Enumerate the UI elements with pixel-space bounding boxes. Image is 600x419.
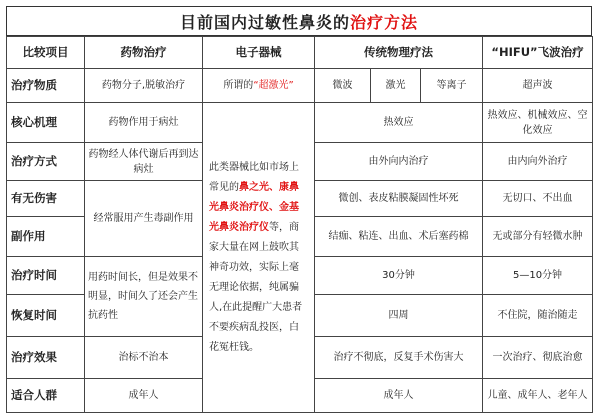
cell: 热效应、机械效应、空化效应 <box>483 103 593 143</box>
cell: 结痂、粘连、出血、术后塞药棉 <box>315 217 483 257</box>
device-text-highlight: 鼻之光、康鼻光鼻炎治疗仪、金基光鼻炎治疗仪 <box>209 181 299 233</box>
cell: 无或部分有轻微水肿 <box>483 217 593 257</box>
cell: 治标不治本 <box>85 337 203 379</box>
row-label: 核心机理 <box>7 103 85 143</box>
device-description <box>203 103 315 413</box>
device-text-1: 此类器械比如市场上常见的 <box>209 161 299 193</box>
cell: 无切口、不出血 <box>483 181 593 217</box>
cell: 成年人 <box>315 379 483 413</box>
cell: 不住院，随治随走 <box>483 294 593 336</box>
row-label: 恢复时间 <box>7 294 85 336</box>
row-label: 治疗物质 <box>7 68 85 103</box>
row-label: 治疗方式 <box>7 143 85 181</box>
header-device: 电子器械 <box>203 37 315 69</box>
row-label: 治疗时间 <box>7 257 85 295</box>
row-label: 副作用 <box>7 217 85 257</box>
header-hifu: “HIFU”飞波治疗 <box>483 37 593 69</box>
page-title <box>6 6 592 36</box>
cell: 治疗不彻底，反复手术伤害大 <box>315 337 483 379</box>
cell: 药物作用于病灶 <box>85 103 203 143</box>
header-compare: 比较项目 <box>7 37 85 69</box>
cell: 四周 <box>315 294 483 336</box>
cell <box>203 68 315 103</box>
table-row <box>7 68 593 103</box>
cell: 超声波 <box>483 68 593 103</box>
cell: 等离子 <box>421 68 483 103</box>
cell: 微波 <box>315 68 371 103</box>
header-physical: 传统物理疗法 <box>315 37 483 69</box>
device-method-highlight: “超激光” <box>253 79 294 91</box>
device-method-text: 所谓的 <box>223 79 254 91</box>
table-row <box>7 103 593 143</box>
cell: 热效应 <box>315 103 483 143</box>
cell: 成年人 <box>85 379 203 413</box>
row-label: 治疗效果 <box>7 337 85 379</box>
cell: 5—10分钟 <box>483 257 593 295</box>
cell: 微创、表皮粘膜凝固性坏死 <box>315 181 483 217</box>
header-drug: 药物治疗 <box>85 37 203 69</box>
cell: 30分钟 <box>315 257 483 295</box>
cell: 药物经人体代谢后再到达病灶 <box>85 143 203 181</box>
cell: 药物分子,脱敏治疗 <box>85 68 203 103</box>
title-highlight: 治疗方法 <box>350 12 419 32</box>
cell: 一次治疗、彻底治愈 <box>483 337 593 379</box>
row-label: 适合人群 <box>7 379 85 413</box>
cell: 由外向内治疗 <box>315 143 483 181</box>
row-label: 有无伤害 <box>7 181 85 217</box>
cell: 儿童、成年人、老年人 <box>483 379 593 413</box>
device-text-2: 等，商家大量在网上鼓吹其神奇功效，实际上毫无理论依据，纯属骗人,在此提醒广大患者不要疾病乱投医，白花冤枉钱。 <box>209 221 303 353</box>
header-row <box>7 37 593 69</box>
cell: 经常服用产生毒副作用 <box>85 181 203 257</box>
cell: 由内向外治疗 <box>483 143 593 181</box>
cell: 用药时间长，但是效果不明显，时间久了还会产生抗药性 <box>85 257 203 337</box>
cell: 激光 <box>371 68 421 103</box>
title-prefix: 目前国内过敏性鼻炎的 <box>179 12 350 32</box>
comparison-table <box>6 36 593 413</box>
